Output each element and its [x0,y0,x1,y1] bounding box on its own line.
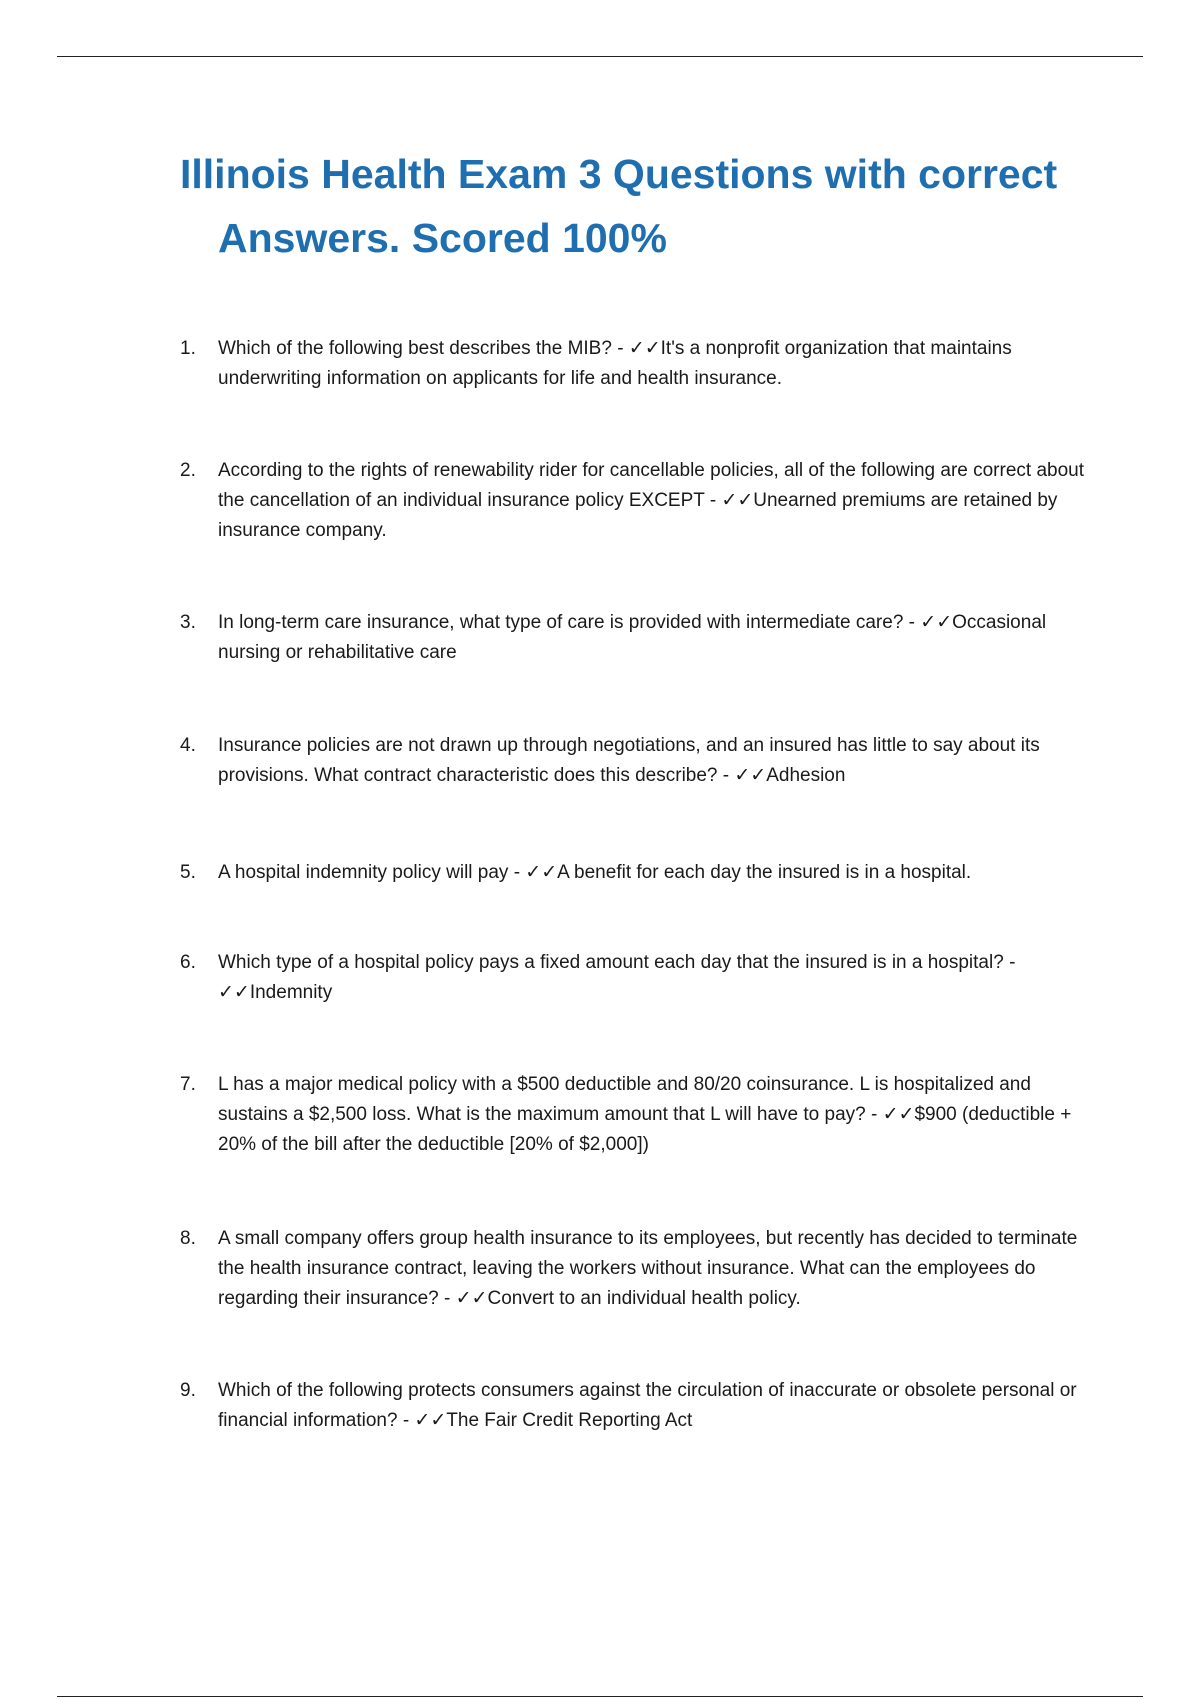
question-text: A small company offers group health insurance to its employees, but recently has decided to terminate the health insurance contract, leaving the workers without insurance. What can the employees do regarding their insurance? - ✓✓Convert to an individual health policy. [218,1228,1078,1309]
question-text: Which of the following best describes the MIB? - ✓✓It's a nonprofit organization that maintains underwriting information on applicants for life and health insurance. [218,338,1012,389]
list-item [180,858,1100,888]
question-number: 6. [180,952,196,973]
question-number: 1. [180,338,196,359]
list-item [180,1224,1100,1314]
list-item [180,731,1100,791]
question-text: A hospital indemnity policy will pay - ✓✓A benefit for each day the insured is in a hospital. [218,862,972,883]
question-number: 5. [180,862,196,883]
question-text: In long-term care insurance, what type of care is provided with intermediate care? - ✓✓Occasional nursing or rehabilitative care [218,612,1047,663]
list-item [180,1376,1100,1436]
question-number: 4. [180,735,196,756]
question-text: Insurance policies are not drawn up through negotiations, and an insured has little to say about its provisions. What contract characteristic does this describe? - ✓✓Adhesion [218,735,1040,786]
list-item [180,608,1100,668]
list-item [180,456,1100,546]
list-item [180,1070,1100,1160]
question-text: According to the rights of renewability rider for cancellable policies, all of the following are correct about the cancellation of an individual insurance policy EXCEPT - ✓✓Unearned premiums are retained by insurance company. [218,460,1085,541]
document-title: Illinois Health Exam 3 Questions with correct Answers. Scored 100% [180,151,1058,261]
question-number: 9. [180,1380,196,1401]
bottom-rule [57,1696,1143,1697]
list-item [180,334,1100,394]
question-text: Which type of a hospital policy pays a fixed amount each day that the insured is in a hospital? - ✓✓Indemnity [218,952,1016,1003]
question-number: 7. [180,1074,196,1095]
question-number: 8. [180,1228,196,1249]
question-text: Which of the following protects consumers against the circulation of inaccurate or obsolete personal or financial information? - ✓✓The Fair Credit Reporting Act [218,1380,1077,1431]
question-number: 2. [180,460,196,481]
top-rule [57,56,1143,57]
question-number: 3. [180,612,196,633]
question-text: L has a major medical policy with a $500 deductible and 80/20 coinsurance. L is hospitalized and sustains a $2,500 loss. What is the maximum amount that L will have to pay? - ✓✓$900 (deductible + 20% of the bill after the deductible [20% of $2,000]) [218,1074,1072,1155]
list-item [180,948,1100,1008]
